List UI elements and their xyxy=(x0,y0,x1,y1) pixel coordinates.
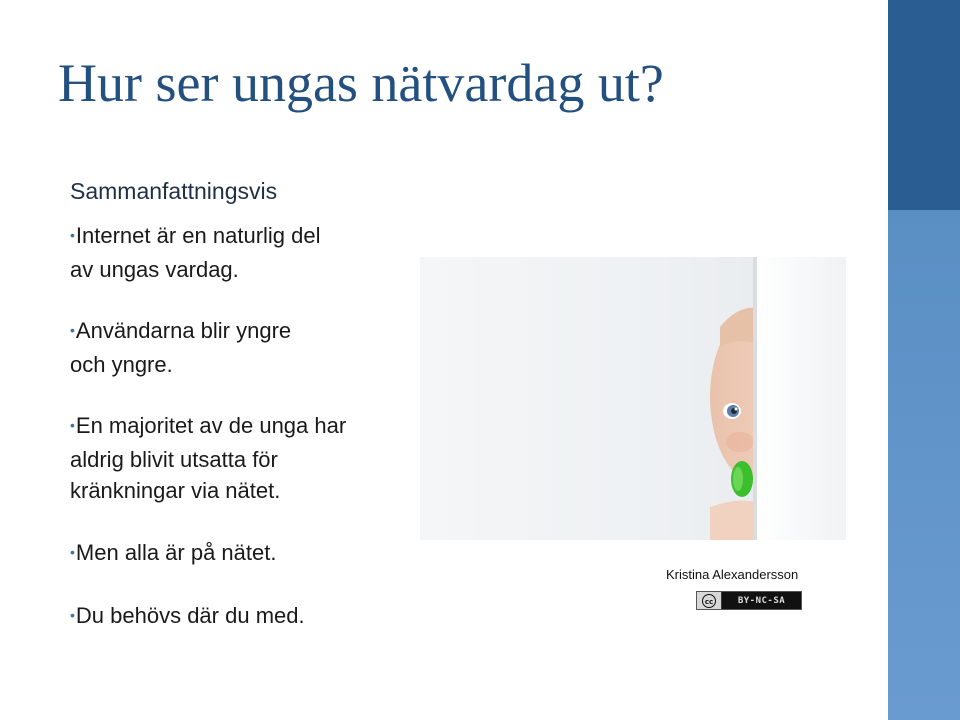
bullet-item xyxy=(70,410,400,506)
cc-icon: cc xyxy=(697,592,722,609)
bullet-text: aldrig blivit utsatta för xyxy=(70,447,278,472)
bullet-item xyxy=(70,600,400,634)
baby-photo-icon xyxy=(420,257,846,540)
slide-title: Hur ser ungas nätvardag ut? xyxy=(58,53,664,113)
bullet-dot: • xyxy=(70,607,75,623)
bullet-text: Internet är en naturlig del xyxy=(75,223,321,248)
slide-subtitle: Sammanfattningsvis xyxy=(70,178,278,204)
author-name: Kristina Alexandersson xyxy=(666,567,799,582)
license-label: BY-NC-SA xyxy=(737,595,786,606)
bullet-text: av ungas vardag. xyxy=(70,257,239,282)
bullet-item xyxy=(70,220,400,285)
bullet-text: Du behövs där du med. xyxy=(75,603,305,628)
bullet-dot: • xyxy=(70,417,75,433)
bullet-dot: • xyxy=(70,322,75,338)
bullet-text: Användarna blir yngre xyxy=(75,318,292,343)
bullet-text: kränkningar via nätet. xyxy=(70,478,281,503)
bullet-text: En majoritet av de unga har xyxy=(75,413,347,438)
bullet-text: och yngre. xyxy=(70,352,173,377)
bullet-dot: • xyxy=(70,227,75,243)
bullet-dot: • xyxy=(70,544,75,560)
baby-peeking-photo xyxy=(420,257,846,540)
bullet-item xyxy=(70,315,400,380)
bullet-item xyxy=(70,537,400,571)
bullet-text: Men alla är på nätet. xyxy=(75,540,277,565)
cc-license-badge[interactable] xyxy=(696,591,802,610)
right-band-light xyxy=(888,210,960,720)
